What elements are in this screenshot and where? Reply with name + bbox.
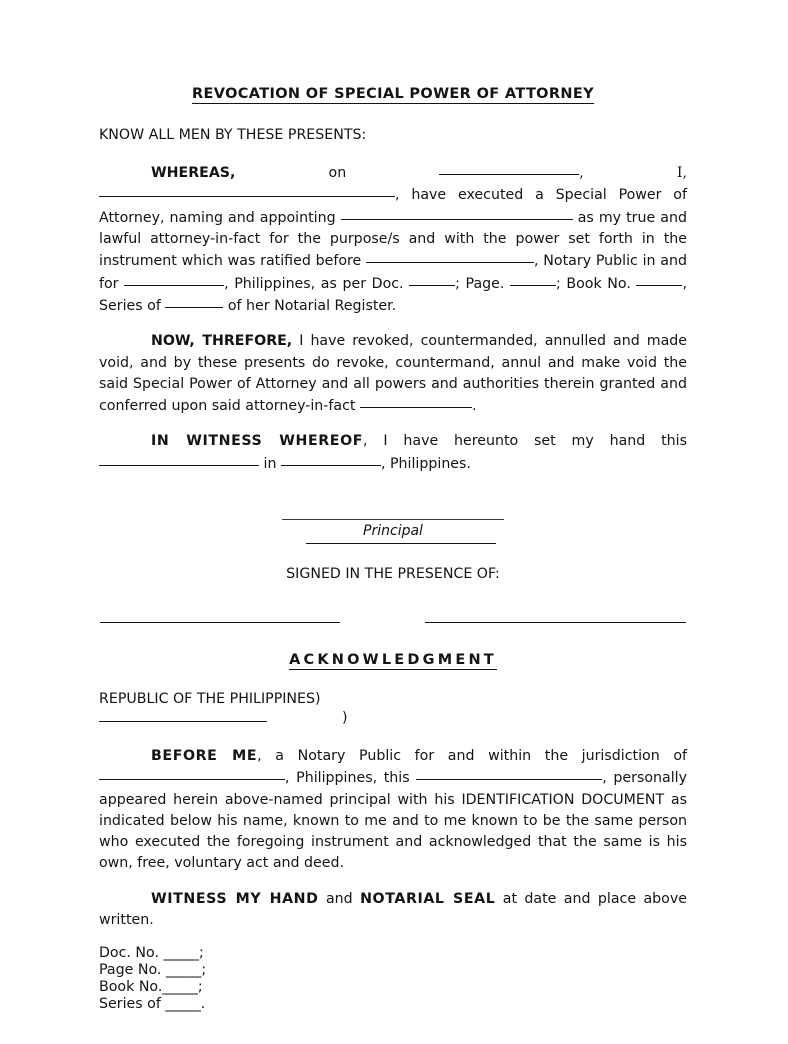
whereas-book-blank[interactable] bbox=[636, 273, 682, 286]
republic-subline bbox=[99, 709, 687, 730]
whereas-t3: , have executed a Special Power of Attorney, naming and appointing bbox=[99, 187, 687, 226]
preamble-text: KNOW ALL MEN BY THESE PRESENTS: bbox=[99, 127, 367, 144]
witness-my-hand-paragraph bbox=[99, 889, 687, 932]
doc-no-line[interactable]: Doc. No. _____; bbox=[99, 945, 204, 962]
whereas-attorney-blank[interactable] bbox=[341, 207, 573, 220]
page-title bbox=[99, 85, 687, 103]
acknowledgment-heading bbox=[99, 652, 687, 668]
witness-whereof-lead: IN WITNESS WHEREOF bbox=[151, 433, 364, 450]
witness-my-hand-tail: at date and place above written. bbox=[99, 890, 687, 929]
whereas-t1: on bbox=[235, 165, 440, 182]
before-me-paragraph bbox=[99, 746, 687, 875]
republic-line: REPUBLIC OF THE PHILIPPINES) bbox=[99, 690, 321, 707]
whereas-t10: of her Notarial Register. bbox=[223, 297, 397, 314]
notarial-seal-lead: NOTARIAL SEAL bbox=[360, 890, 496, 907]
page-title-text: REVOCATION OF SPECIAL POWER OF ATTORNEY bbox=[192, 86, 594, 102]
before-me-date-blank[interactable] bbox=[416, 767, 602, 780]
whereas-t8: ; Book No. bbox=[556, 275, 637, 292]
before-me-jurisdiction-blank[interactable] bbox=[99, 767, 285, 780]
whereas-t7: ; Page. bbox=[455, 275, 511, 292]
now-therefore-t2: . bbox=[471, 398, 477, 415]
witness-line-left[interactable] bbox=[100, 622, 340, 623]
whereas-t2: , I, bbox=[579, 165, 687, 182]
republic-paren: ) bbox=[342, 709, 348, 726]
witness-whereof-t3: , Philippines. bbox=[380, 455, 471, 472]
witness-whereof-date-blank[interactable] bbox=[99, 453, 259, 466]
republic-city-blank[interactable] bbox=[99, 709, 267, 722]
whereas-t6: , Philippines, as per Doc. bbox=[224, 275, 410, 292]
whereas-lead: WHEREAS, bbox=[151, 165, 236, 182]
notarial-register-list bbox=[99, 945, 687, 1013]
witness-whereof-t1: , I have hereunto set my hand this bbox=[363, 433, 687, 450]
principal-signature-line[interactable] bbox=[282, 519, 504, 520]
now-therefore-lead: NOW, THREFORE, bbox=[151, 333, 293, 350]
document-content bbox=[99, 85, 687, 1013]
witness-my-hand-lead: WITNESS MY HAND bbox=[151, 890, 319, 907]
witness-signature-row bbox=[99, 610, 687, 632]
now-therefore-attorney-blank[interactable] bbox=[360, 395, 472, 408]
principal-caption: Principal bbox=[363, 522, 423, 539]
witness-whereof-t2: in bbox=[259, 455, 281, 472]
before-me-t2: , Philippines, this bbox=[285, 770, 417, 787]
principal-id-line[interactable] bbox=[306, 543, 496, 544]
whereas-principal-blank[interactable] bbox=[99, 184, 395, 197]
witness-whereof-paragraph bbox=[99, 431, 687, 475]
witness-my-hand-mid: and bbox=[318, 890, 361, 907]
signature-block bbox=[99, 519, 687, 582]
whereas-page-blank[interactable] bbox=[510, 273, 556, 286]
whereas-t9: , Series of bbox=[99, 275, 687, 314]
whereas-t4: as my true and lawful attorney-in-fact for the purpose/s and with the power set forth in the instrument which was ratified before bbox=[99, 209, 687, 270]
before-me-t1: , a Notary Public for and within the jurisdiction of bbox=[257, 747, 687, 764]
book-no-line[interactable]: Book No._____; bbox=[99, 979, 203, 996]
acknowledgment-heading-text: ACKNOWLEDGMENT bbox=[289, 651, 497, 668]
signed-in-presence-label: SIGNED IN THE PRESENCE OF: bbox=[286, 565, 500, 582]
now-therefore-paragraph bbox=[99, 331, 687, 417]
whereas-paragraph bbox=[99, 162, 687, 317]
now-therefore-t1: I have revoked, countermanded, annulled and made void, and by these presents do revoke, countermand, annul and make void the said Special Power of Attorney and all powers and authorities therein granted and conferred upon said attorney-in-fact bbox=[99, 333, 687, 415]
series-of-line[interactable]: Series of _____. bbox=[99, 996, 206, 1013]
whereas-series-blank[interactable] bbox=[165, 295, 223, 308]
whereas-notary-blank[interactable] bbox=[366, 250, 534, 263]
page-no-line[interactable]: Page No. _____; bbox=[99, 962, 207, 979]
whereas-date-blank[interactable] bbox=[439, 162, 579, 175]
whereas-t5: , Notary Public in and for bbox=[99, 253, 687, 292]
whereas-place-blank[interactable] bbox=[124, 273, 224, 286]
witness-whereof-place-blank[interactable] bbox=[281, 453, 381, 466]
witness-line-right[interactable] bbox=[425, 622, 686, 623]
before-me-lead: BEFORE ME bbox=[151, 747, 258, 764]
before-me-t3: , personally appeared herein above-named principal with his IDENTIFICATION DOCUMENT as indicated below his name, known to me and to me known to be the same person who executed the foregoing instrument and acknowledged that the same is his own, free, voluntary act and deed. bbox=[99, 770, 687, 872]
whereas-doc-blank[interactable] bbox=[409, 273, 455, 286]
